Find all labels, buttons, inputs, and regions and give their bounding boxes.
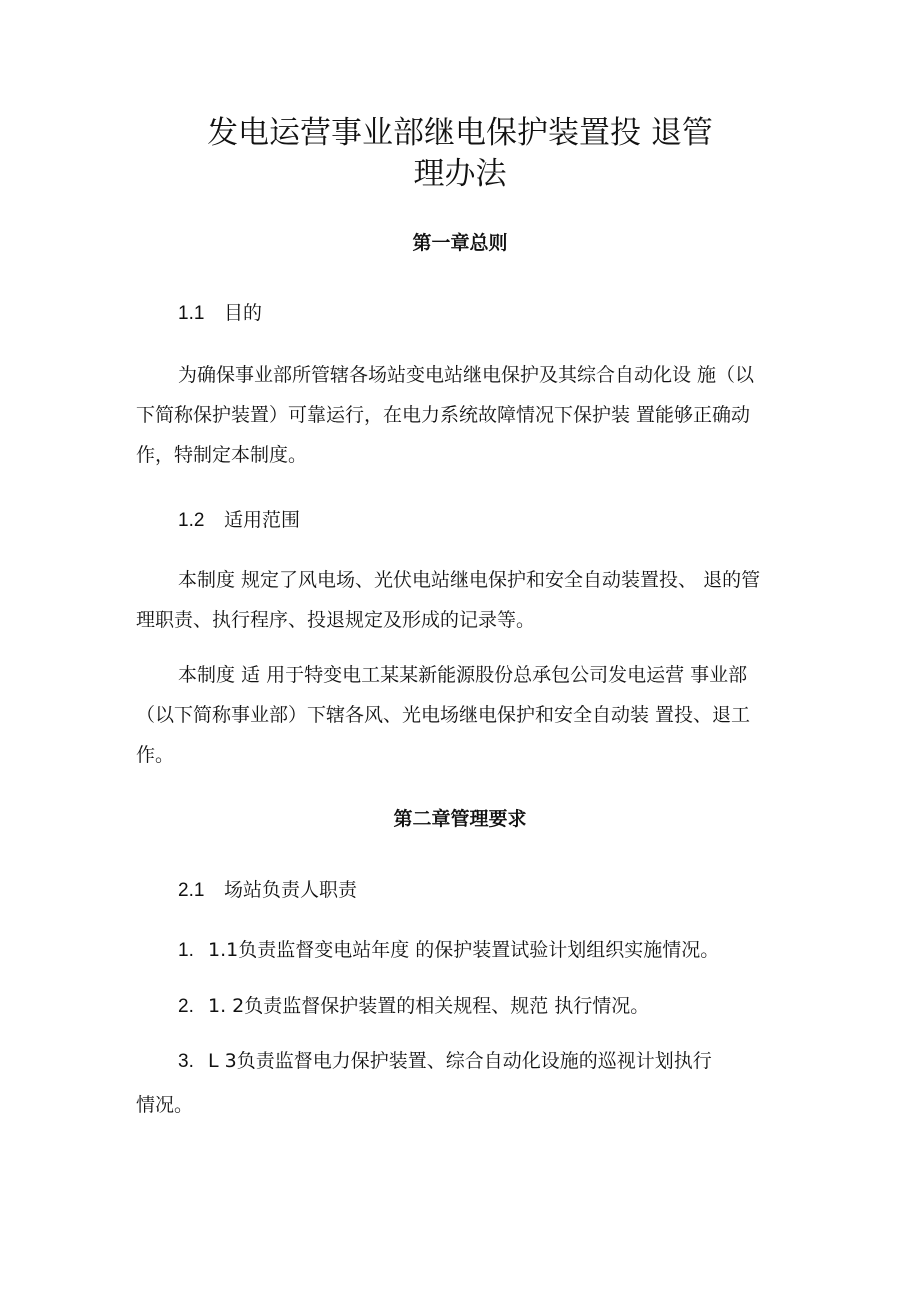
paragraph-line: 理职责、执行程序、投退规定及形成的记录等。 xyxy=(136,609,536,631)
list-item-text: L 3负责监督电力保护装置、综合自动化设施的巡视计划执行 xyxy=(208,1050,712,1072)
section-2-1-heading xyxy=(178,877,357,904)
paragraph-scope-2 xyxy=(136,655,790,775)
list-item-text: 1.1负责监督变电站年度 的保护装置试验计划组织实施情况。 xyxy=(208,939,720,961)
section-number: 1.1 xyxy=(178,303,205,324)
list-item-text: 1. 2负责监督保护装置的相关规程、规范 执行情况。 xyxy=(208,995,650,1017)
section-number: 2.1 xyxy=(178,880,205,901)
document-title-line-2: 理办法 xyxy=(413,156,507,192)
section-title: 场站负责人职责 xyxy=(224,879,358,901)
chapter-1-heading: 第一章总则 xyxy=(412,232,508,254)
section-1-1-heading xyxy=(178,300,262,327)
section-title: 适用范围 xyxy=(224,509,301,531)
list-item-number: 3. xyxy=(178,1051,194,1072)
section-title: 目的 xyxy=(224,302,263,324)
list-item-number: 2. xyxy=(178,996,194,1017)
paragraph-line: （以下简称事业部）下辖各风、光电场继电保护和安全自动装 置投、退工 xyxy=(136,704,751,726)
paragraph-line: 作。 xyxy=(136,744,175,766)
paragraph-line: 本制度 适 用于特变电工某某新能源股份总承包公司发电运营 事业部 xyxy=(178,664,748,686)
paragraph-line: 本制度 规定了风电场、光伏电站继电保护和安全自动装置投、 退的管 xyxy=(178,569,761,591)
list-item xyxy=(178,937,719,964)
list-item-continuation: 情况。 xyxy=(136,1094,194,1116)
paragraph-line: 作，特制定本制度。 xyxy=(136,444,308,466)
paragraph-line: 下简称保护装置）可靠运行，在电力系统故障情况下保护装 置能够正确动 xyxy=(136,404,751,426)
section-number: 1.2 xyxy=(178,510,205,531)
paragraph-purpose xyxy=(136,355,790,475)
paragraph-line: 为确保事业部所管辖各场站变电站继电保护及其综合自动化设 施（以 xyxy=(178,364,755,386)
list-item-number: 1. xyxy=(178,940,194,961)
document-title-line-1: 发电运营事业部继电保护装置投 退管 xyxy=(207,115,713,151)
list-item xyxy=(178,1048,712,1075)
paragraph-scope-1 xyxy=(136,560,790,640)
list-item xyxy=(178,993,649,1020)
chapter-2-heading: 第二章管理要求 xyxy=(393,808,527,830)
section-1-2-heading xyxy=(178,507,300,534)
